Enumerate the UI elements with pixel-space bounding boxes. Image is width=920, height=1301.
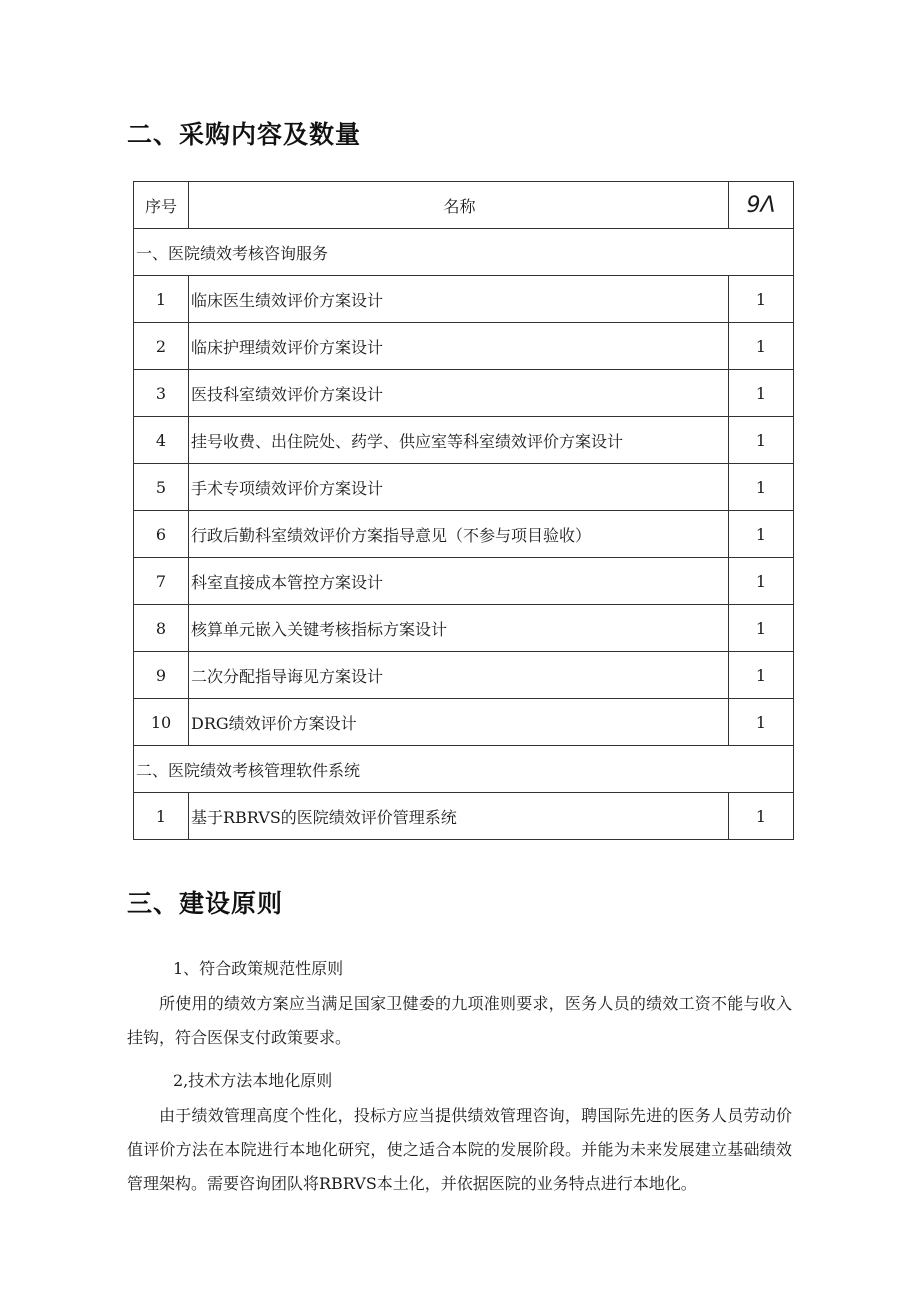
group-title: 二、医院绩效考核管理软件系统	[134, 746, 794, 793]
row-name: 行政后勤科室绩效评价方案指导意见（不参与项目验收）	[189, 511, 729, 558]
procurement-table	[133, 181, 794, 840]
table-header-row	[134, 182, 794, 229]
table-row	[134, 605, 794, 652]
header-no: 序号	[134, 182, 189, 229]
row-no: 5	[134, 464, 189, 511]
row-name: 基于RBRVS的医院绩效评价管理系统	[189, 793, 729, 840]
row-no: 1	[134, 793, 189, 840]
table-row	[134, 323, 794, 370]
row-qty: 1	[729, 793, 794, 840]
row-qty: 1	[729, 464, 794, 511]
principle-2-title: 2,技术方法本地化原则	[173, 1071, 333, 1090]
row-qty: 1	[729, 652, 794, 699]
table-row	[134, 793, 794, 840]
row-qty: 1	[729, 699, 794, 746]
row-qty: 1	[729, 370, 794, 417]
principle-1-text: 所使用的绩效方案应当满足国家卫健委的九项准则要求，医务人员的绩效工资不能与收入挂钩，符合医保支付政策要求。	[127, 994, 792, 1047]
row-name: 二次分配指导诲见方案设计	[189, 652, 729, 699]
table-row	[134, 417, 794, 464]
row-qty: 1	[729, 276, 794, 323]
row-name: 医技科室绩效评价方案设计	[189, 370, 729, 417]
section-heading-procurement: 二、采购内容及数量	[127, 120, 362, 149]
row-name: 临床护理绩效评价方案设计	[189, 323, 729, 370]
group-row	[134, 746, 794, 793]
group-row	[134, 229, 794, 276]
row-no: 3	[134, 370, 189, 417]
principle-1-title: 1、符合政策规范性原则	[173, 959, 344, 978]
row-name: 科室直接成本管控方案设计	[189, 558, 729, 605]
row-no: 2	[134, 323, 189, 370]
row-qty: 1	[729, 605, 794, 652]
row-no: 1	[134, 276, 189, 323]
row-qty: 1	[729, 323, 794, 370]
row-no: 8	[134, 605, 189, 652]
table-row	[134, 558, 794, 605]
table-row	[134, 652, 794, 699]
row-qty: 1	[729, 417, 794, 464]
row-no: 6	[134, 511, 189, 558]
row-qty: 1	[729, 511, 794, 558]
header-qty: 9Λ	[729, 182, 794, 229]
table-row	[134, 699, 794, 746]
row-no: 7	[134, 558, 189, 605]
principle-2-text: 由于绩效管理高度个性化，投标方应当提供绩效管理咨询，聘国际先进的医务人员劳动价值评价方法在本院进行本地化研究，使之适合本院的发展阶段。并能为未来发展建立基础绩效管理架构。需要咨询团队将RBRVS本土化，并依据医院的业务特点进行本地化。	[127, 1106, 792, 1193]
row-no: 4	[134, 417, 189, 464]
row-no: 10	[134, 699, 189, 746]
row-name: 临床医生绩效评价方案设计	[189, 276, 729, 323]
group-title: 一、医院绩效考核咨询服务	[134, 229, 794, 276]
table-row	[134, 370, 794, 417]
row-name: 手术专项绩效评价方案设计	[189, 464, 729, 511]
table-row	[134, 464, 794, 511]
row-no: 9	[134, 652, 189, 699]
row-qty: 1	[729, 558, 794, 605]
row-name: 挂号收费、出住院处、药学、供应室等科室绩效评价方案设计	[189, 417, 729, 464]
row-name: DRG绩效评价方案设计	[189, 699, 729, 746]
row-name: 核算单元嵌入关键考核指标方案设计	[189, 605, 729, 652]
table-row	[134, 511, 794, 558]
header-name: 名称	[189, 182, 729, 229]
section-heading-principles: 三、建设原则	[127, 889, 284, 918]
table-row	[134, 276, 794, 323]
